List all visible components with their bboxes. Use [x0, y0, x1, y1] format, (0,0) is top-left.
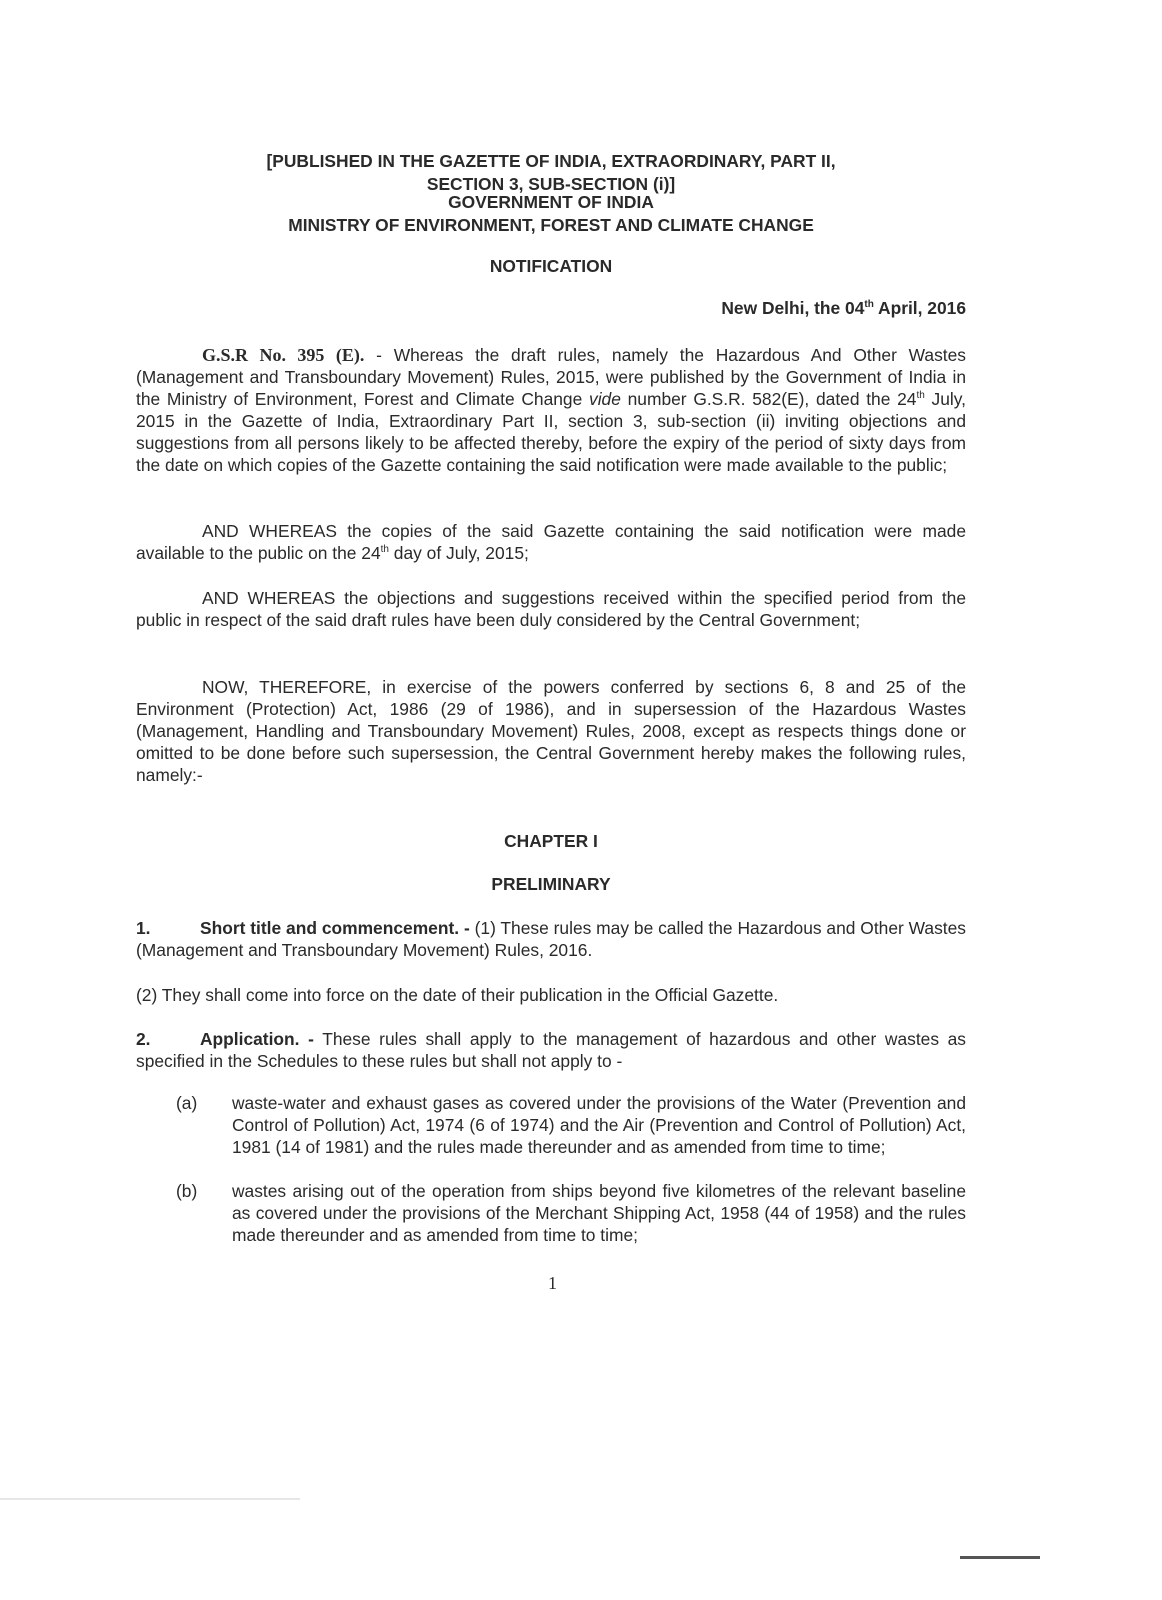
- rule-text: (1) These rules may be called the Hazardous and Other Wastes (Management and Transboundary Movement) Rules, 2016.: [136, 918, 966, 960]
- sup: th: [916, 390, 925, 402]
- published-line-1: [PUBLISHED IN THE GAZETTE OF INDIA, EXTRAORDINARY, PART II,: [266, 151, 836, 171]
- text: AND WHEREAS the copies of the said Gazette containing the said notification were made available to the public on the 24: [136, 521, 966, 563]
- preamble-paragraph-3: AND WHEREAS the objections and suggestions received within the specified period from the public in respect of the said draft rules have been duly considered by the Central Government;: [136, 588, 966, 630]
- list-item: [136, 1092, 966, 1158]
- text: number G.S.R. 582(E), dated the 24: [620, 389, 917, 409]
- item-text: waste-water and exhaust gases as covered under the provisions of the Water (Prevention and Control of Pollution) Act, 1974 (6 of 1974) and the Air (Prevention and Control of Pollution) Act, 1981 (14 of 1981) and the rules made thereunder and as amended from time to time;: [232, 1093, 966, 1157]
- chapter-subtitle: PRELIMINARY: [491, 874, 611, 894]
- date-text: New Delhi, the 04: [721, 298, 865, 318]
- government-heading: GOVERNMENT OF INDIA: [448, 192, 654, 212]
- issuing-authority: [136, 191, 966, 236]
- rule-1-subrule-2: (2) They shall come into force on the date of their publication in the Official Gazette.: [136, 985, 779, 1005]
- ministry-heading: MINISTRY OF ENVIRONMENT, FOREST AND CLIMATE CHANGE: [288, 214, 814, 235]
- rule-2: [136, 1028, 966, 1072]
- rule-number: 2.: [136, 1029, 151, 1049]
- notification-heading: NOTIFICATION: [489, 256, 613, 276]
- rule-heading: Short title and commencement. -: [200, 918, 470, 938]
- text: July, 2015 in the Gazette of India, Extraordinary Part II, section 3, sub-section (ii) inviting objections and suggestions from all persons likely to be affected thereby, before the expiry of the period of sixty days from the date on which copies of the Gazette containing the said notification were made available to the public;: [136, 389, 967, 475]
- gazette-publication-header: [136, 150, 966, 195]
- page-number: 1: [548, 1273, 557, 1293]
- date-sup: th: [864, 299, 874, 311]
- scan-artifact: [0, 1498, 300, 1500]
- text: - Whereas the draft rules, namely the Hazardous And Other Wastes (Management and Transboundary Movement) Rules, 2015, were published by the Government of India in the Ministry of Environment, Forest and Climate Change: [136, 345, 966, 409]
- rule-1: [136, 917, 966, 961]
- published-line-2: SECTION 3, SUB-SECTION (i)]: [426, 173, 676, 194]
- item-label: (a): [176, 1093, 198, 1113]
- sup: th: [380, 544, 389, 556]
- notification-date: [136, 297, 966, 319]
- scan-artifact: [960, 1556, 1040, 1559]
- preamble-paragraph-1: [136, 344, 966, 476]
- text: day of July, 2015;: [388, 543, 529, 563]
- item-text: wastes arising out of the operation from ships beyond five kilometres of the relevant baseline as covered under the provisions of the Merchant Shipping Act, 1958 (44 of 1958) and the rules made thereunder and as amended from time to time;: [232, 1181, 966, 1245]
- preamble-paragraph-2: [136, 520, 966, 564]
- preamble-paragraph-4: NOW, THEREFORE, in exercise of the powers conferred by sections 6, 8 and 25 of the Environment (Protection) Act, 1986 (29 of 1986), and in supersession of the Hazardous Wastes (Management, Handling and Transboundary Movement) Rules, 2008, except as respects things done or omitted to be done before such supersession, the Central Government hereby makes the following rules, namely:-: [136, 677, 966, 785]
- chapter-title: CHAPTER I: [504, 831, 598, 851]
- list-item: [136, 1180, 966, 1246]
- text-italic: vide: [589, 389, 621, 409]
- gsr-number: G.S.R No. 395 (E).: [202, 345, 365, 365]
- rule-text: These rules shall apply to the management of hazardous and other wastes as specified in the Schedules to these rules but shall not apply to -: [136, 1029, 966, 1071]
- rule-heading: Application. -: [200, 1029, 314, 1049]
- item-label: (b): [176, 1181, 198, 1201]
- rule-number: 1.: [136, 918, 151, 938]
- date-text-suffix: April, 2016: [873, 298, 966, 318]
